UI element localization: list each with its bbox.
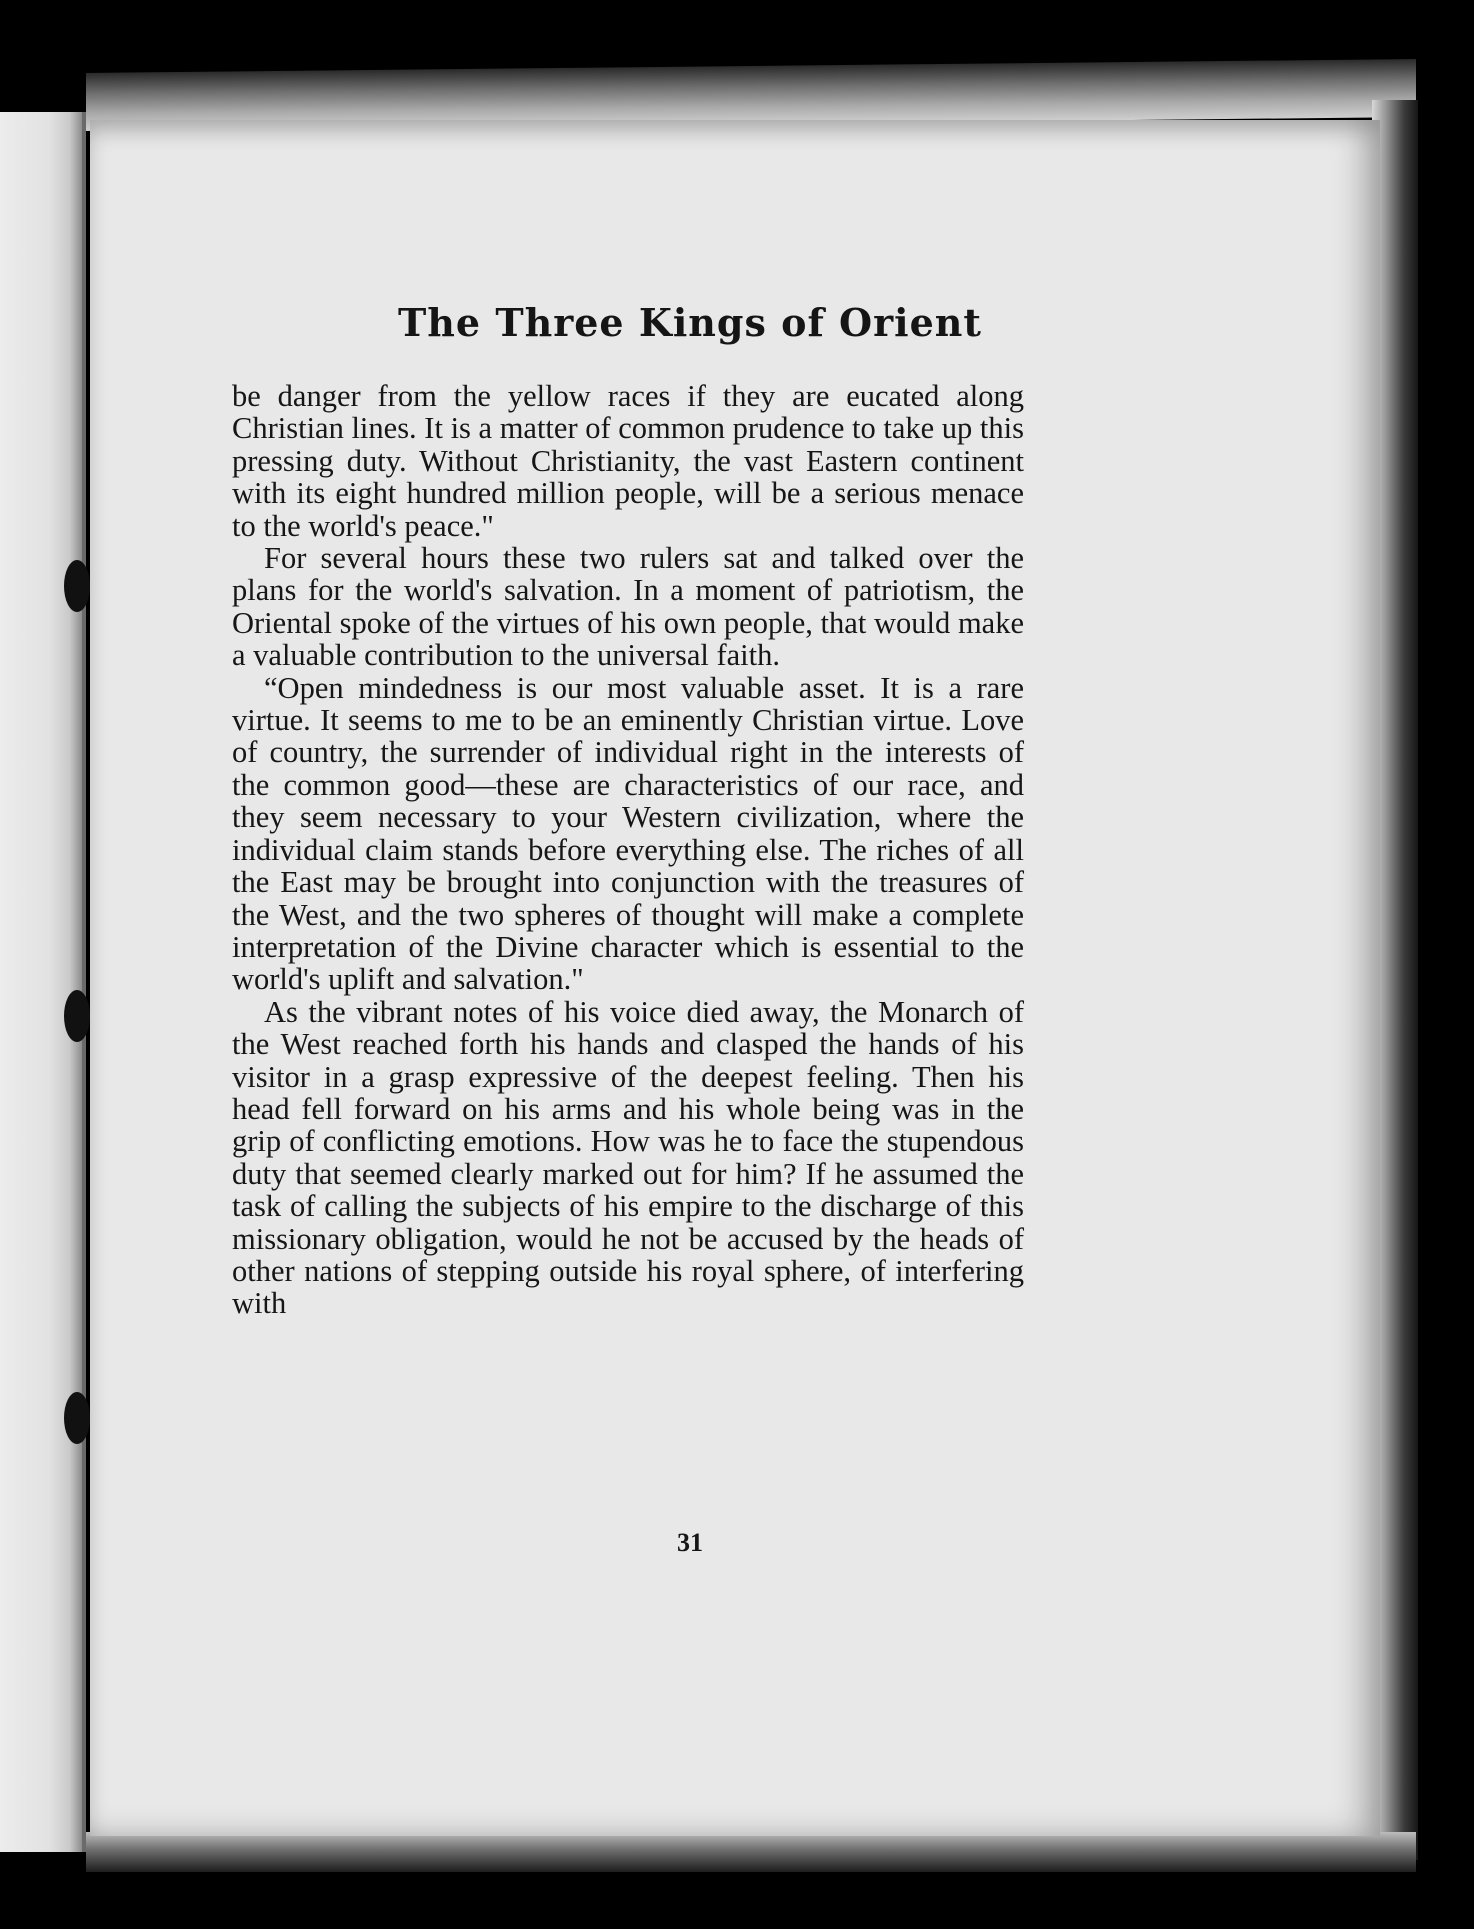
paragraph: For several hours these two rulers sat and talked over the plans for the world's salvation. In a moment of patriotism, the Oriental spoke of the virtues of his own people, that would make a valuable contribution to the universal faith.	[232, 541, 1024, 673]
binding-hole-bottom	[64, 1392, 90, 1444]
paragraph-continued: be danger from the yellow races if they are eucated along Christian lines. It is a matter of common prudence to take up this pressing duty. Without Christianity, the vast Eastern continent with its eight hundred million people, will be a serious menace to the world's peace."	[232, 379, 1024, 543]
binding-hole-middle	[64, 990, 90, 1042]
page-number: 31	[677, 1528, 703, 1557]
book-bottom-edge	[86, 1832, 1416, 1872]
binding-hole-top	[64, 560, 90, 612]
paragraph: As the vibrant notes of his voice died away, the Monarch of the West reached forth his hands and clasped the hands of his visitor in a grasp expressive of the deepest feeling. Then his head fell forward on his arms and his whole being was in the grip of conflicting emotions. How was he to face the stupendous duty that seemed clearly marked out for him? If he assumed the task of calling the subjects of his empire to the discharge of this missionary obligation, would he not be accused by the heads of other nations of stepping outside his royal sphere, of interfering with	[232, 994, 1024, 1321]
running-head: The Three Kings of Orient	[398, 300, 982, 345]
previous-page-edge	[0, 112, 86, 1852]
book-page	[90, 120, 1380, 1836]
paragraph: “Open mindedness is our most valuable asset. It is a rare virtue. It seems to me to be an eminently Christian virtue. Love of country, the surrender of individual right in the interests of the common good—these are characteristics of our race, and they seem necessary to your Western civilization, where the individual claim stands before everything else. The riches of all the East may be brought into conjunction with the treasures of the West, and the two spheres of thought will make a complete interpretation of the Divine character which is essential to the world's uplift and salvation."	[232, 670, 1024, 997]
body-text	[232, 380, 1024, 1320]
